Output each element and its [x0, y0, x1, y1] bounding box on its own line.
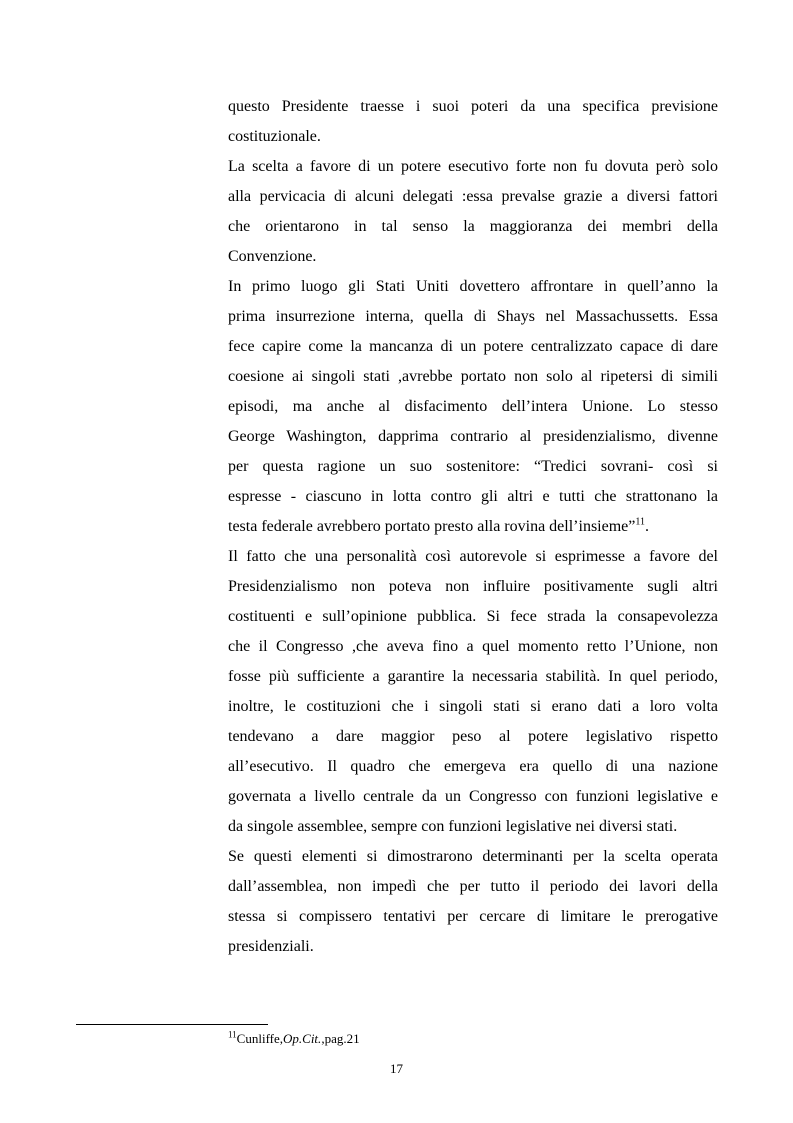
text-line: stessa si compissero tentativi per cercare di limitare le prerogative: [228, 908, 718, 925]
text-line: dall’assemblea, non impedì che per tutto il periodo dei lavori della: [228, 878, 718, 895]
text-line: all’esecutivo. Il quadro che emergeva era quello di una nazione: [228, 758, 718, 775]
footnote-work: Op.Cit.: [283, 1031, 322, 1046]
text-line: fece capire come la mancanza di un potere centralizzato capace di dare: [228, 338, 718, 355]
text-line: tendevano a dare maggior peso al potere legislativo rispetto: [228, 728, 718, 745]
text-line: questo Presidente traesse i suoi poteri da una specifica previsione: [228, 98, 718, 115]
footnote-reference[interactable]: 11: [635, 516, 646, 528]
text-line: Convenzione.: [228, 248, 317, 265]
text-line: che orientarono in tal senso la maggioranza dei membri della: [228, 218, 718, 235]
text-line: espresse - ciascuno in lotta contro gli altri e tutti che strattonano la: [228, 488, 718, 505]
footnote-page: ,pag.21: [321, 1031, 360, 1046]
text-line: da singole assemblee, sempre con funzioni legislative nei diversi stati.: [228, 818, 678, 835]
text-line: coesione ai singoli stati ,avrebbe portato non solo al ripetersi di simili: [228, 368, 718, 385]
footnote-divider: [76, 1024, 268, 1025]
footnote-number: 11: [228, 1029, 237, 1040]
text-line: fosse più sufficiente a garantire la necessaria stabilità. In quel periodo,: [228, 668, 718, 685]
text-line: episodi, ma anche al disfacimento dell’intera Unione. Lo stesso: [228, 398, 718, 415]
footnote: [228, 1030, 360, 1048]
text-line: testa federale avrebbero portato presto alla rovina dell’insieme”: [228, 518, 636, 535]
footnote-author: Cunliffe,: [236, 1031, 284, 1046]
text-line-with-footnote: [228, 512, 718, 542]
text-line: Se questi elementi si dimostrarono determinanti per la scelta operata: [228, 848, 718, 865]
text-line: presidenziali.: [228, 938, 314, 955]
text-line: governata a livello centrale da un Congresso con funzioni legislative e: [228, 788, 718, 805]
body-text: [228, 92, 718, 962]
text-line: George Washington, dapprima contrario al presidenzialismo, divenne: [228, 428, 718, 445]
text-line: costituzionale.: [228, 128, 321, 145]
text-line: inoltre, le costituzioni che i singoli stati si erano dati a loro volta: [228, 698, 718, 715]
text-line: prima insurrezione interna, quella di Shays nel Massachussetts. Essa: [228, 308, 718, 325]
page-number: 17: [390, 1061, 403, 1076]
text-line: In primo luogo gli Stati Uniti dovettero affrontare in quell’anno la: [228, 278, 718, 295]
text-line: che il Congresso ,che aveva fino a quel momento retto l’Unione, non: [228, 638, 718, 655]
footnote-reference-tail: .: [645, 518, 650, 535]
text-line: per questa ragione un suo sostenitore: “Tredici sovrani- così si: [228, 458, 718, 475]
text-line: costituenti e sull’opinione pubblica. Si fece strada la consapevolezza: [228, 608, 718, 625]
text-line: La scelta a favore di un potere esecutivo forte non fu dovuta però solo: [228, 158, 718, 175]
text-line: alla pervicacia di alcuni delegati :essa prevalse grazie a diversi fattori: [228, 188, 718, 205]
text-line: Il fatto che una personalità così autorevole si esprimesse a favore del: [228, 548, 718, 565]
text-line: Presidenzialismo non poteva non influire positivamente sugli altri: [228, 578, 718, 595]
